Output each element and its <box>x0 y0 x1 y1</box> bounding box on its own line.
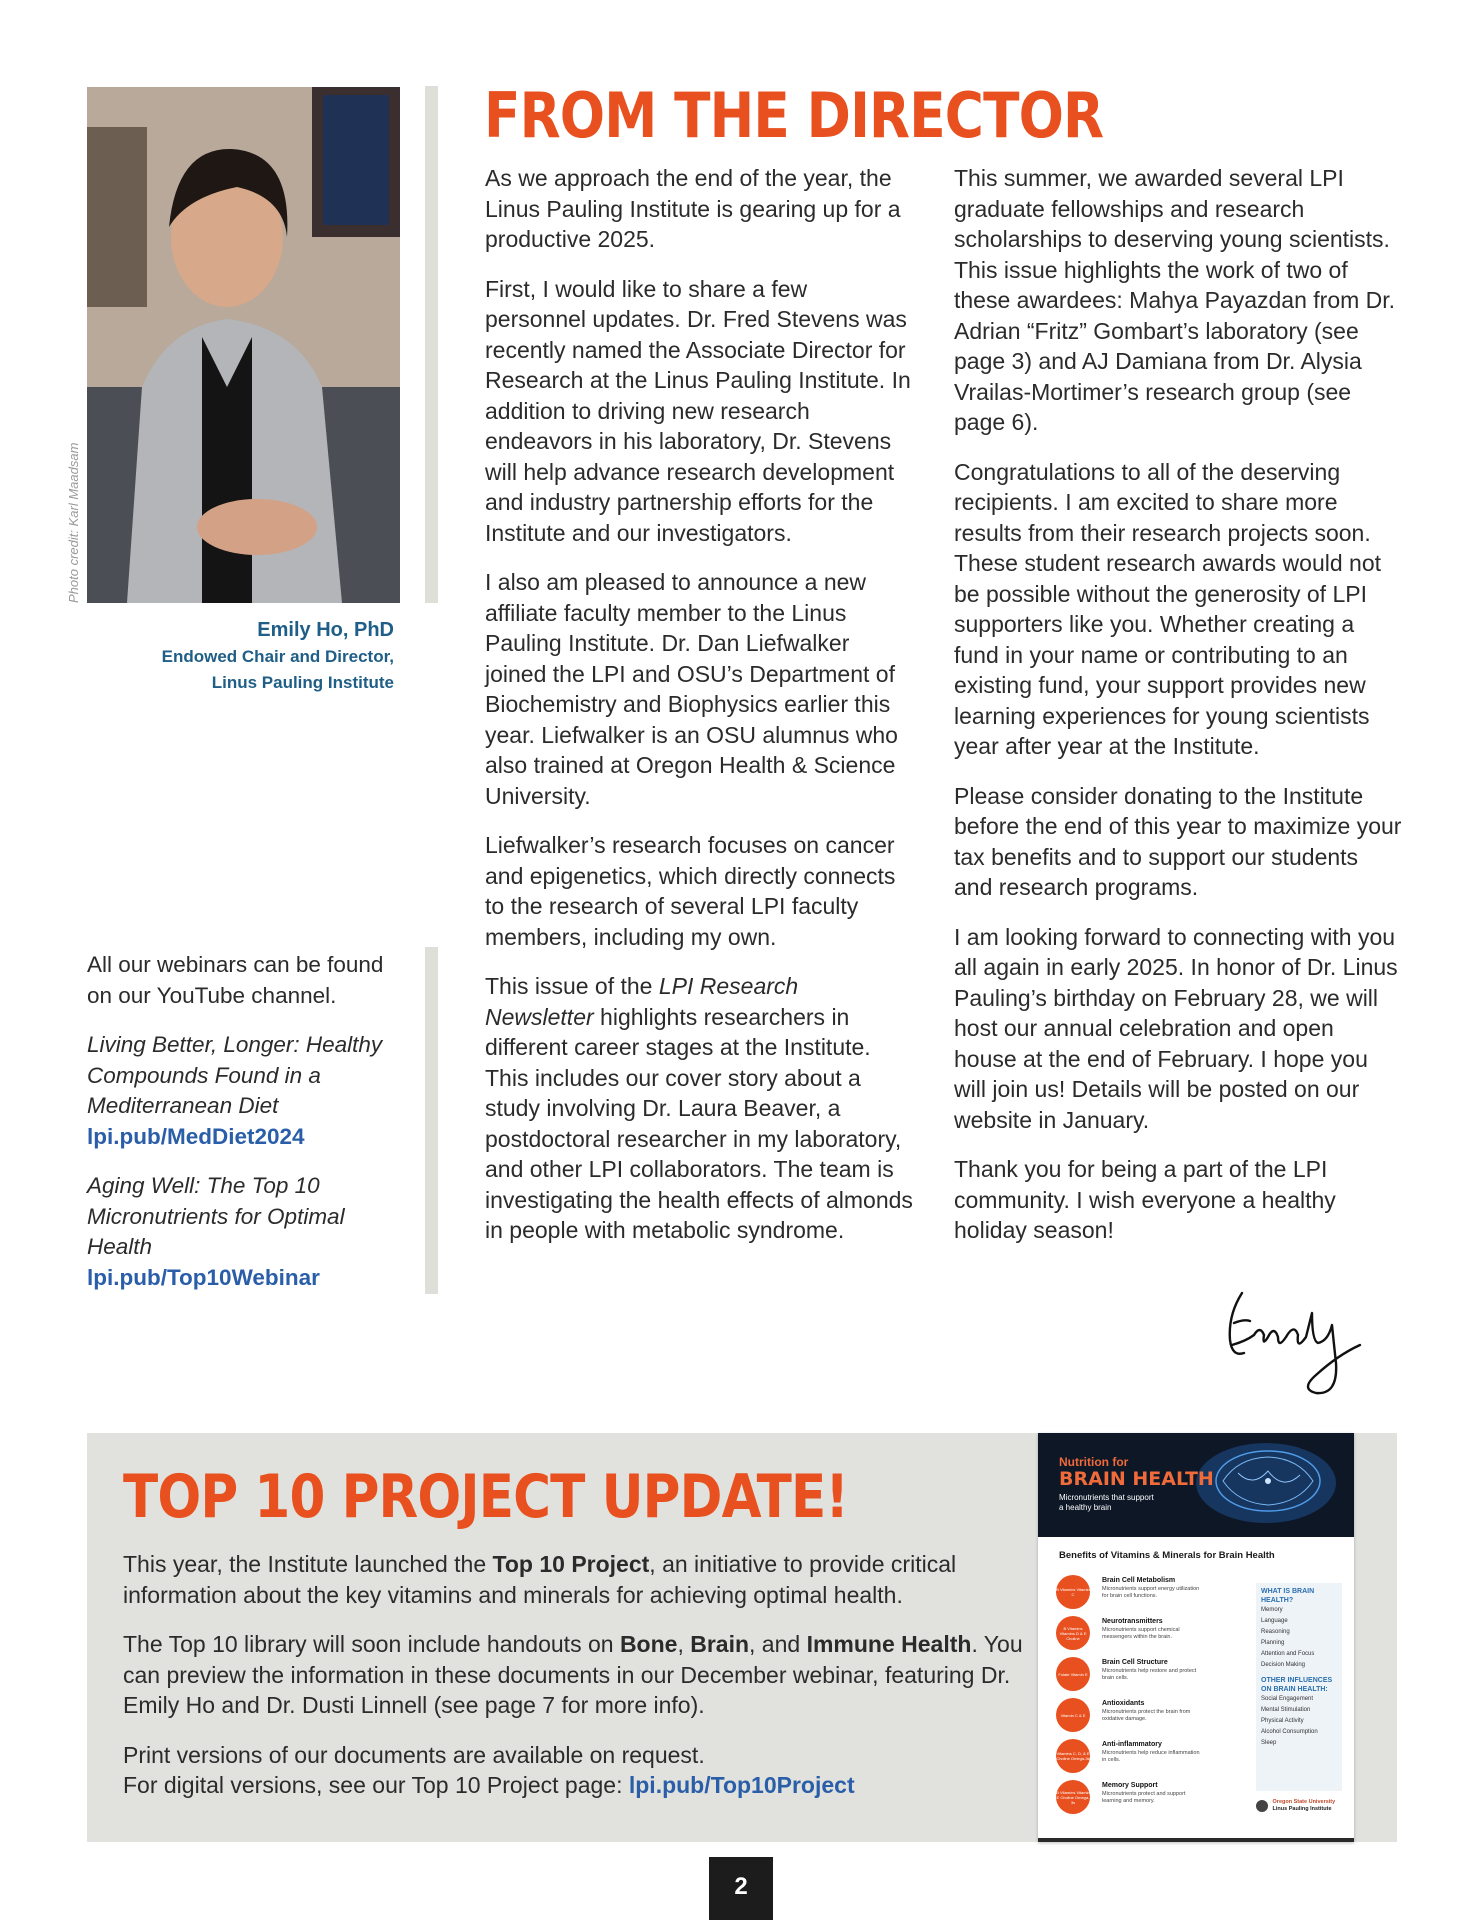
text-run: This issue of the <box>485 973 659 999</box>
caption-role-line1: Endowed Chair and Director, <box>161 647 394 666</box>
page-number-box <box>709 1857 773 1920</box>
text-run: , <box>677 1631 691 1657</box>
handout-subtitle-line: a healthy brain <box>1059 1503 1112 1512</box>
handout-side-item: Attention and Focus <box>1261 1651 1315 1657</box>
osu-logo-icon <box>1256 1800 1268 1812</box>
nutrient-badge: Vitamins C, D, & E Choline Omega-3s <box>1056 1739 1090 1773</box>
text-bold: Brain <box>690 1631 750 1657</box>
handout-side-item: Mental Stimulation <box>1261 1707 1311 1713</box>
caption-name: Emily Ho, PhD <box>257 619 394 641</box>
director-paragraph <box>485 971 913 1246</box>
director-photo-illustration <box>87 87 400 603</box>
handout-row <box>1056 1780 1256 1821</box>
top10-body <box>123 1549 1023 1820</box>
handout-row-desc: Micronutrients protect and support learning and memory. <box>1102 1791 1186 1804</box>
handout-pretitle: Nutrition for <box>1059 1455 1129 1469</box>
handout-rows <box>1056 1575 1256 1821</box>
photo-credit: Photo credit: Karl Maadsam <box>66 442 81 603</box>
handout-header <box>1038 1433 1354 1537</box>
handout-side-item: Reasoning <box>1261 1629 1290 1635</box>
director-paragraph: As we approach the end of the year, the Linus Pauling Institute is gearing up for a productive 2025. <box>485 165 901 252</box>
nutrient-badge: Vitamin C & E <box>1056 1698 1090 1732</box>
handout-row-title: Neurotransmitters <box>1102 1618 1163 1625</box>
webinar-link[interactable]: lpi.pub/Top10Webinar <box>87 1264 320 1290</box>
handout-title: BRAIN HEALTH <box>1059 1468 1214 1490</box>
handout-row-title: Brain Cell Structure <box>1102 1659 1168 1666</box>
director-paragraph: This summer, we awarded several LPI graduate fellowships and research scholarships to deserving young scientists. This issue highlights the work of two of these awardees: Mahya Payazdan from Dr. Adrian “Fritz” Gombart’s laboratory (see page 3) and AJ Damiana from Dr. Alysia Vrailas-Mortimer’s research group (see page 6). <box>954 165 1396 435</box>
handout-heading: Benefits of Vitamins & Minerals for Brain Health <box>1059 1550 1275 1561</box>
handout-side-item: Social Engagement <box>1261 1696 1314 1702</box>
text-run: highlights researchers in different career stages at the Institute. This includes our cover story about a study involving Dr. Laura Beaver, a postdoctoral researcher in my laboratory, and other LPI collaborators. The team is investigating the health effects of almonds in people with metabolic syndrome. <box>485 1003 913 1243</box>
text-bold: Top 10 Project <box>492 1551 650 1577</box>
footer-line-2: Linus Pauling Institute <box>1272 1806 1332 1812</box>
nutrient-badge: B Vitamins Vitamins D & E Choline <box>1056 1616 1090 1650</box>
handout-side-item: Physical Activity <box>1261 1718 1304 1724</box>
photo-caption <box>87 617 394 696</box>
webinar-link[interactable]: lpi.pub/MedDiet2024 <box>87 1123 305 1149</box>
divider-bar-bottom <box>425 947 438 1294</box>
handout-row-desc: Micronutrients support energy utilization for brain cell functions. <box>1102 1586 1200 1599</box>
text-run: , and <box>749 1631 807 1657</box>
text-run: Print versions of our documents are available on request. <box>123 1741 705 1768</box>
handout-side-heading: WHAT IS BRAIN HEALTH? <box>1261 1588 1315 1604</box>
text-run: . You can preview the information in these documents in our December webinar, featuring Dr. Emily Ho and Dr. Dusti Linnell (see page 7 for more info). <box>123 1631 1023 1718</box>
handout-row-title: Brain Cell Metabolism <box>1102 1577 1176 1584</box>
handout-subtitle-line: Micronutrients that support <box>1059 1493 1154 1502</box>
director-column-2 <box>954 163 1402 1265</box>
handout-row-desc: Micronutrients support chemical messengers within the brain. <box>1102 1627 1180 1640</box>
webinar-item <box>87 1171 407 1293</box>
handout-side-item: Decision Making <box>1261 1662 1306 1668</box>
handout-row-title: Memory Support <box>1102 1782 1158 1789</box>
handout-subtitle <box>1059 1493 1154 1513</box>
handout-row <box>1056 1575 1256 1616</box>
director-photo <box>87 87 400 603</box>
director-paragraph: I am looking forward to connecting with you all again in early 2025. In honor of Dr. Linus Pauling’s birthday on February 28, we will host our annual celebration and open house at the end of February. I hope you will join us! Details will be posted on our website in January. <box>954 923 1398 1133</box>
handout-row <box>1056 1739 1256 1780</box>
handout-row <box>1056 1657 1256 1698</box>
top10-title: TOP 10 PROJECT UPDATE! <box>123 1462 849 1532</box>
handout-row <box>1056 1616 1256 1657</box>
top10-paragraph <box>123 1629 1023 1721</box>
webinar-item <box>87 1030 407 1152</box>
director-paragraph: Thank you for being a part of the LPI community. I wish everyone a healthy holiday season! <box>954 1156 1336 1243</box>
director-paragraph: Liefwalker’s research focuses on cancer and epigenetics, which directly connects to the research of several LPI faculty members, including my own. <box>485 832 896 950</box>
handout-side-heading: OTHER INFLUENCES ON BRAIN HEALTH: <box>1261 1677 1333 1693</box>
handout-bottom-rule <box>1038 1838 1354 1842</box>
director-paragraph: I also am pleased to announce a new affiliate faculty member to the Linus Pauling Institute. Dr. Dan Liefwalker joined the LPI and OSU’s Department of Biochemistry and Biophysics earlier this year. Liefwalker is an OSU alumnus who also trained at Oregon Health & Science University. <box>485 569 898 809</box>
director-paragraph: First, I would like to share a few personnel updates. Dr. Fred Stevens was recently named the Associate Director for Research at the Linus Pauling Institute. In addition to driving new research endeavors in his laboratory, Dr. Stevens will help advance research development and industry partnership efforts for the Institute and our investigators. <box>485 275 911 546</box>
text-run: , an initiative to provide critical information about the key vitamins and minerals for achieving optimal health. <box>123 1551 957 1608</box>
text-bold: Immune Health <box>806 1631 972 1657</box>
handout-row <box>1056 1698 1256 1739</box>
handout-side-item: Planning <box>1261 1640 1285 1646</box>
top10-paragraph <box>123 1549 1023 1610</box>
text-run: The Top 10 library will soon include handouts on <box>123 1631 620 1657</box>
handout-side-item: Sleep <box>1261 1740 1277 1746</box>
handout-side-item: Language <box>1261 1618 1288 1624</box>
handout-side-item: Alcohol Consumption <box>1261 1729 1318 1735</box>
webinar-title: Living Better, Longer: Healthy Compounds Found in a Mediterranean Diet <box>87 1032 383 1118</box>
handout-side-item: Memory <box>1261 1607 1283 1613</box>
page-number: 2 <box>734 1873 748 1900</box>
signature <box>1220 1285 1365 1405</box>
handout-footer-logo <box>1256 1799 1352 1813</box>
footer-line-1: Oregon State University <box>1272 1799 1336 1805</box>
text-bold: Bone <box>619 1631 678 1657</box>
handout-row-desc: Micronutrients protect the brain from oxidative damage. <box>1102 1709 1191 1722</box>
director-column-1 <box>485 163 913 1265</box>
handout-row-desc: Micronutrients help reduce inflammation in cells. <box>1102 1750 1200 1763</box>
director-paragraph: Please consider donating to the Institute before the end of this year to maximize your tax benefits and to support our students and research programs. <box>954 782 1402 900</box>
handout-sidebar <box>1256 1583 1342 1791</box>
newsletter-name: LPI Research Newsletter <box>485 973 799 1030</box>
handout-row-desc: Micronutrients help restore and protect brain cells. <box>1102 1668 1197 1681</box>
divider-bar-top <box>425 86 438 603</box>
webinars-intro: All our webinars can be found on our YouTube channel. <box>87 952 384 1008</box>
text-run: This year, the Institute launched the <box>123 1551 493 1577</box>
top10-link[interactable]: lpi.pub/Top10Project <box>628 1772 855 1798</box>
text-run: For digital versions, see our Top 10 Project page: <box>123 1772 629 1798</box>
caption-role-line2: Linus Pauling Institute <box>211 673 394 692</box>
webinar-title: Aging Well: The Top 10 Micronutrients for Optimal Health <box>87 1173 345 1259</box>
handout-row-title: Antioxidants <box>1102 1700 1145 1707</box>
nutrient-badge: B Vitamins Vitamin C <box>1056 1575 1090 1609</box>
handout-row-title: Anti-inflammatory <box>1102 1741 1162 1748</box>
webinars-sidebar <box>87 950 407 1312</box>
top10-paragraph <box>123 1740 1023 1801</box>
signature-drawing <box>1220 1285 1365 1405</box>
nutrient-badge: Folate Vitamin E <box>1056 1657 1090 1691</box>
director-paragraph: Congratulations to all of the deserving recipients. I am excited to share more results from their research projects soon. These student research awards would not be possible without the generosity of LPI supporters like you. Whether creating a fund in your name or contributing to an existing fund, your support provides new learning experiences for young scientists year after year at the Institute. <box>954 458 1382 759</box>
brain-health-handout <box>1038 1433 1354 1842</box>
director-title: FROM THE DIRECTOR <box>484 79 1104 152</box>
nutrient-badge: B Vitamins Vitamin E Choline Omega-3s <box>1056 1780 1090 1814</box>
